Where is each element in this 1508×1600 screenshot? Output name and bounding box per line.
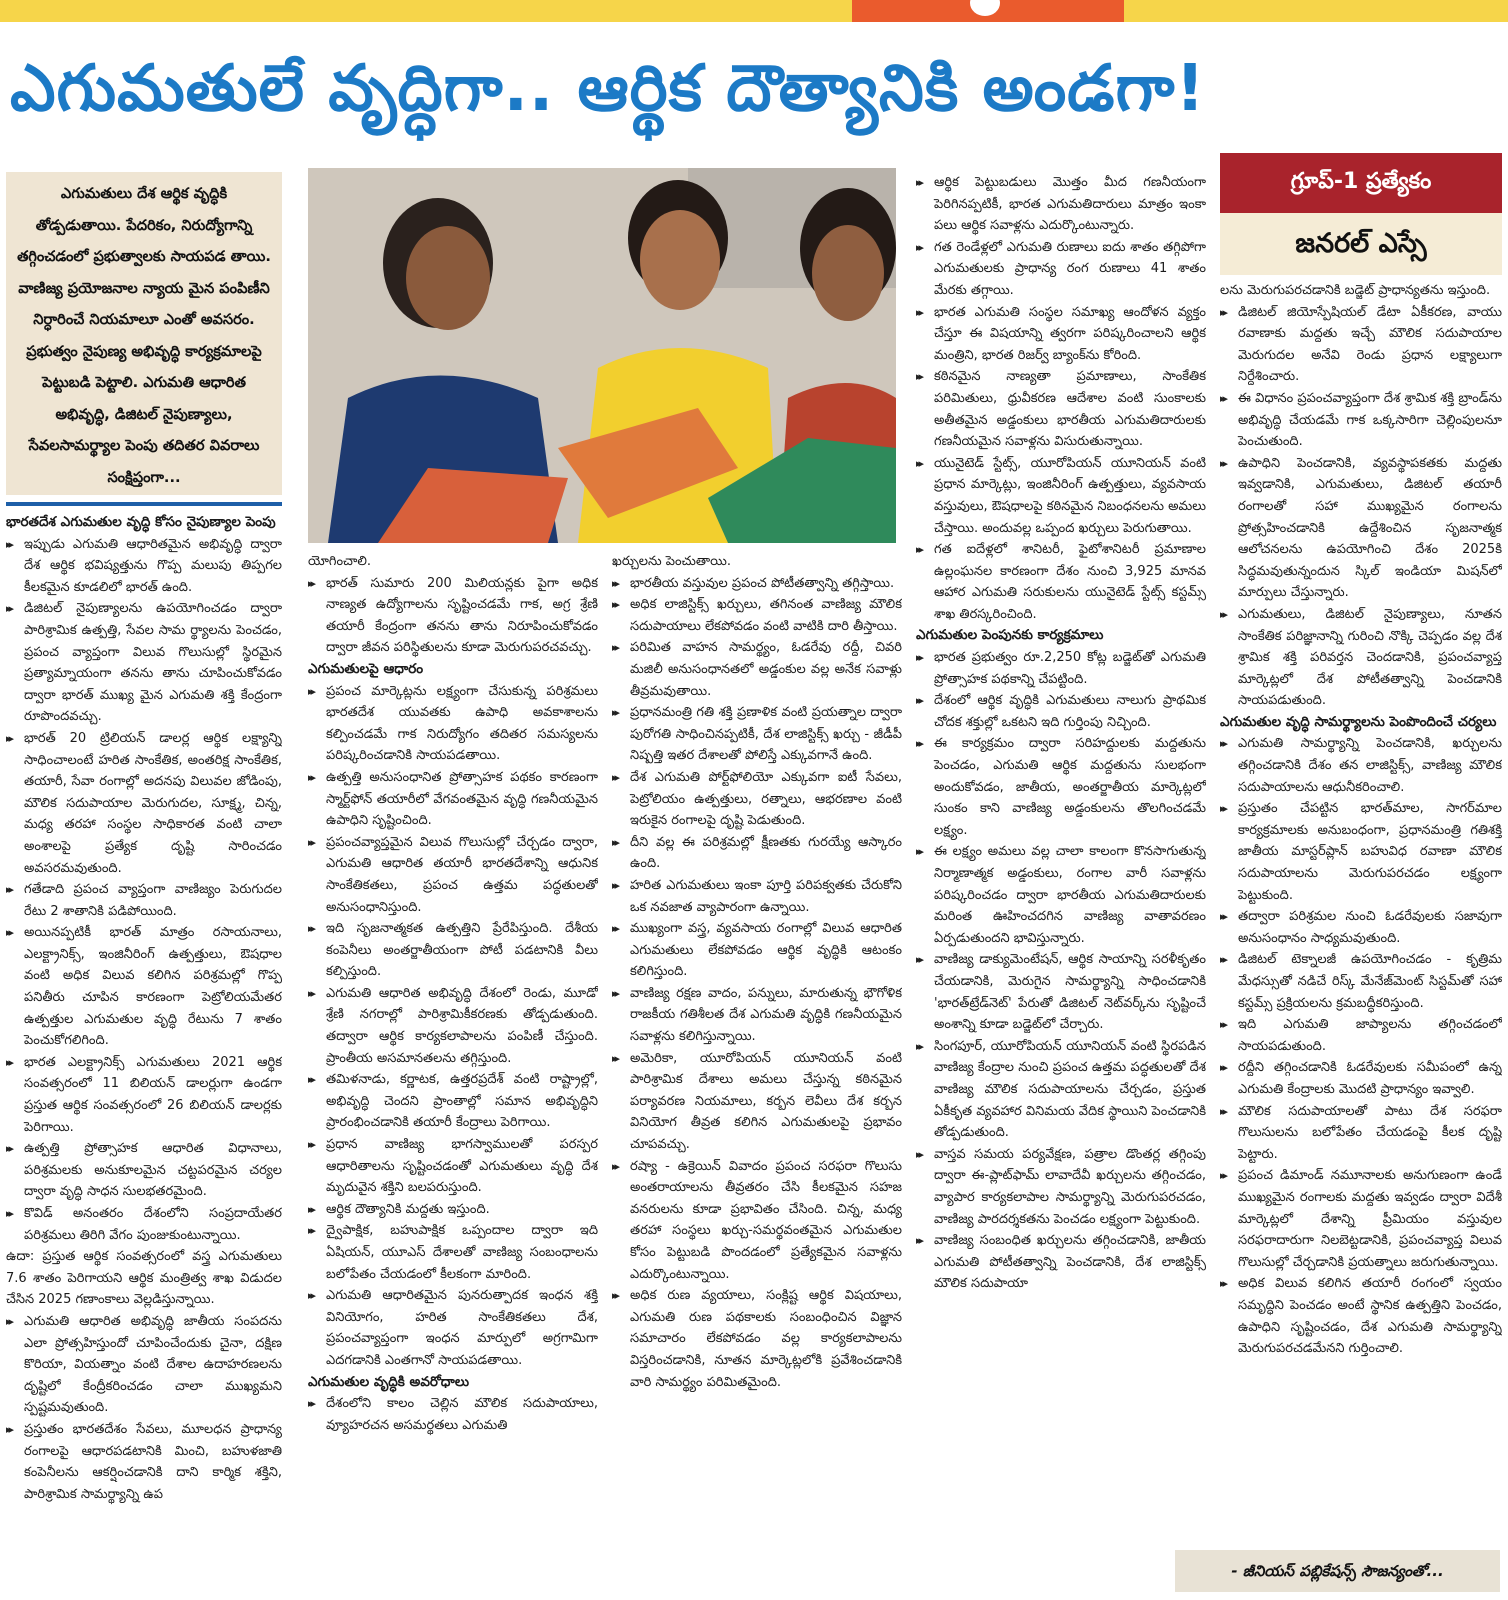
article-paragraph: ▸▸ ఎగుమతి సామర్థ్యాన్ని పెంచడానికి, ఖర్చులను తగ్గించడానికి దేశం తన లాజిస్టిక్స్‌, వాణిజ్య మౌలిక సదుపాయాలను ఆధునీకరించాలి. [1220, 733, 1502, 798]
article-paragraph: ▸▸ వాణిజ్య డాక్యుమెంటేషన్‌, ఆర్థిక సాయాన్ని సరళీకృతం చేయడానికి, మెరుగైన సామర్థ్యాన్ని సాధించడానికి 'భారత్‌ట్రేడ్‌నెట్‌' పేరుతో డిజిటల్‌ నెట్‌వర్క్‌ను సృష్టించే అంశాన్ని కూడా బడ్జెట్‌లో చేర్చారు. [916, 949, 1206, 1035]
article-paragraph: ▸▸ ప్రస్తుతం చేపట్టిన భారత్‌మాల, సాగర్‌మాల కార్యక్రమాలకు అనుబంధంగా, ప్రధానమంత్రి గతిశక్తి జాతీయ మాస్టర్‌ప్లాన్‌ బహువిధ రవాణా మౌలిక సదుపాయాలను మెరుగుపరచడం లక్ష్యంగా పెట్టుకుంది. [1220, 798, 1502, 906]
article-paragraph: ▸▸ దీని వల్ల ఈ పరిశ్రమల్లో క్షీణతకు గురయ్యే ఆస్కారం ఉంది. [612, 832, 902, 875]
intro-summary-box: ఎగుమతులు దేశ ఆర్థిక వృద్ధికి తోడ్పడుతాయి. పేదరికం, నిరుద్యోగాన్ని తగ్గించడంలో ప్రభుత్వాలకు సాయపడ తాయి. వాణిజ్య ప్రయోజనాల న్యాయ మైన పంపిణీని నిర్ధారించే నియమాలూ ఎంతో అవసరం. ప్రభుత్వం నైపుణ్య అభివృద్ధి కార్యక్రమాలపై పెట్టుబడి పెట్టాలి. ఎగుమతి ఆధారిత అభివృద్ధి, డిజిటల్‌ నైపుణ్యాలు, సేవలసామర్థ్యాల పెంపు తదితర వివరాలు సంక్షిప్తంగా... [6, 172, 282, 495]
article-paragraph: ▸▸ ప్రధాన వాణిజ్య భాగస్వాములతో పరస్పర ఆధారితాలను సృష్టించడంతో ఎగుమతులు వృద్ధి దేశ మృదువైన శక్తిని బలపరుస్తుంది. [308, 1134, 598, 1199]
article-paragraph: ▸▸ ఆర్థిక పెట్టుబడులు మొత్తం మీద గణనీయంగా పెరిగినప్పటికీ, భారత ఎగుమతిదారులు మాత్రం ఇంకా పలు ఆర్థిక సవాళ్లను ఎదుర్కొంటున్నారు. [916, 172, 1206, 237]
section-subheading: ఎగుమతులపై ఆధారం [308, 660, 424, 677]
article-paragraph: ▸▸ వాస్తవ సమయ పర్యవేక్షణ, పత్రాల డొంతర్ల తగ్గింపు ద్వారా ఈ-ప్లాట్‌ఫామ్‌ లావాదేవీ ఖర్చులను తగ్గించడం, వ్యాపార కార్యకలాపాల సామర్థ్యాన్ని మెరుగుపరచడం, వాణిజ్య పారదర్శకతను పెంచడం లక్ష్యంగా పెట్టుకుంది. [916, 1144, 1206, 1230]
article-paragraph: ▸▸ భారతీయ వస్తువుల ప్రపంచ పోటీతత్వాన్ని తగ్గిస్తాయి. [612, 573, 902, 595]
page-headline: ఎగుమతులే వృద్ధిగా.. ఆర్థిక దౌత్యానికి అండగా! [10, 52, 1206, 126]
article-paragraph: ▸▸ ఇది ఎగుమతి జాప్యాలను తగ్గించడంలో సాయపడుతుంది. [1220, 1014, 1502, 1057]
article-paragraph: ▸▸ పరిమిత వాహన సామర్థ్యం, ఓడరేవు రద్దీ, చివరి మజిలీ అనుసంధానతలో అడ్డంకుల వల్ల అనేక సవాళ్లు తీవ్రమవుతాయి. [612, 637, 902, 702]
article-paragraph: ▸▸ ఎగుమతి ఆధారిత అభివృద్ధి జాతీయ సంపదను ఎలా ప్రోత్సహిస్తుందో చూపించేందుకు చైనా, దక్షిణ కొరియా, వియత్నాం వంటి దేశాల ఉదాహరణలను దృష్టిలో కేంద్రీకరించడం చాలా ముఖ్యమని స్పష్టమవుతుంది. [6, 1311, 282, 1419]
article-paragraph: ▸▸ అయినప్పటికీ భారత్‌ మాత్రం రసాయనాలు, ఎలక్ట్రానిక్స్‌, ఇంజినీరింగ్‌ ఉత్పత్తులు, ఔషధాల వంటి అధిక విలువ కలిగిన పరిశ్రమల్లో గొప్ప పనితీరు చూపిన కారణంగా పెట్రోలియమేతర ఉత్పత్తుల ఎగుమతుల వృద్ధి రేటును 7 శాతం పెంచుకోగలిగింది. [6, 922, 282, 1052]
article-paragraph: ఉదా: ప్రస్తుత ఆర్థిక సంవత్సరంలో వస్త్ర ఎగుమతులు 7.6 శాతం పెరిగాయని ఆర్థిక మంత్రిత్వ శాఖ విడుదల చేసిన 2025 గణాంకాలు వెల్లడిస్తున్నాయి. [6, 1249, 282, 1308]
article-paragraph: ▸▸ భారత ఎగుమతి సంస్థల సమాఖ్య ఆందోళన వ్యక్తం చేస్తూ ఈ విషయాన్ని త్వరగా పరిష్కరించాలని ఆర్థిక మంత్రిని, భారత రిజర్వ్‌ బ్యాంక్‌ను కోరింది. [916, 302, 1206, 367]
article-paragraph: ▸▸ ప్రపంచ మార్కెట్లను లక్ష్యంగా చేసుకున్న పరిశ్రమలు భారతదేశ యువతకు ఉపాధి అవకాశాలను కల్పించడమే గాక నిరుద్యోగం తదితర సమస్యలను పరిష్కరించడానికి సాయపడతాయి. [308, 681, 598, 767]
article-paragraph: ▸▸ దేశంలోని కాలం చెల్లిన మౌలిక సదుపాయాలు, వ్యూహరచన అసమర్థతలు ఎగుమతి [308, 1393, 598, 1436]
article-paragraph: ▸▸ ద్వైపాక్షిక, బహుపాక్షిక ఒప్పందాల ద్వారా ఇది ఏషియన్‌, యూఎస్‌ దేశాలతో వాణిజ్య సంబంధాలను బలోపేతం చేయడంలో కీలకంగా మారింది. [308, 1220, 598, 1285]
article-paragraph: ▸▸ కొవిడ్‌ అనంతరం దేశంలోని సంప్రదాయేతర పరిశ్రమలు తిరిగి వేగం పుంజుకుంటున్నాయి. [6, 1203, 282, 1246]
photo-illustration [308, 168, 896, 543]
article-paragraph: ▸▸ డిజిటల్‌ టెక్నాలజీ ఉపయోగించడం - కృత్రిమ మేధస్సుతో నడిచే రిస్క్‌ మేనేజ్‌మెంట్‌ సిస్టమ్‌తో సహా కస్టమ్స్‌ ప్రక్రియలను క్రమబద్ధీకరిస్తుంది. [1220, 949, 1502, 1014]
students-studying-photo [308, 168, 896, 543]
article-paragraph: ▸▸ రష్యా - ఉక్రెయిన్‌ వివాదం ప్రపంచ సరఫరా గొలుసు అంతరాయాలను తీవ్రతరం చేసి కీలకమైన సహజ వనరులను కూడా ప్రభావితం చేసింది. చిన్న, మధ్య తరహా సంస్థలు ఖర్చు-సమర్థవంతమైన ఎగుమతుల కోసం పెట్టుబడి పొందడంలో ప్రత్యేకమైన సవాళ్లను ఎదుర్కొంటున్నాయి. [612, 1156, 902, 1286]
article-paragraph: ▸▸ మౌలిక సదుపాయాలతో పాటు దేశ సరఫరా గొలుసులను బలోపేతం చేయడంపై కీలక దృష్టి పెట్టారు. [1220, 1101, 1502, 1166]
article-column-1 [6, 512, 282, 1592]
article-paragraph: ▸▸ భారత ఎలక్ట్రానిక్స్‌ ఎగుమతులు 2021 ఆర్థిక సంవత్సరంలో 11 బిలియన్‌ డాలర్లుగా ఉండగా ప్రస్తుత ఆర్థిక సంవత్సరంలో 26 బిలియన్‌ డాలర్లకు పెరిగాయి. [6, 1052, 282, 1138]
section-subheading: ఎగుమతుల వృద్ధికి అవరోధాలు [308, 1373, 470, 1390]
article-paragraph: ▸▸ గత రెండేళ్లలో ఎగుమతి రుణాలు ఐదు శాతం తగ్గిపోగా ఎగుమతులకు ప్రాధాన్య రంగ రుణాలు 41 శాతం మేరకు తగ్గాయి. [916, 237, 1206, 302]
article-paragraph: ▸▸ ఎగుమతి ఆధారితమైన పునరుత్పాదక ఇంధన శక్తి వినియోగం, హరిత సాంకేతికతలు దేశ, ప్రపంచవ్యాప్తంగా ఇంధన మార్పులో అగ్రగామిగా ఎదగడానికి ఎంతగానో సాయపడతాయి. [308, 1285, 598, 1371]
article-paragraph: ▸▸ ప్రధానమంత్రి గతి శక్తి ప్రణాళిక వంటి ప్రయత్నాల ద్వారా పురోగతి సాధించినప్పటికీ, దేశ లాజిస్టిక్స్‌ ఖర్చు - జీడీపీ నిష్పత్తి ఇతర దేశాలతో పోలిస్తే ఎక్కువగానే ఉంది. [612, 702, 902, 767]
article-paragraph: ▸▸ భారత్‌ 20 ట్రిలియన్‌ డాలర్ల ఆర్థిక లక్ష్యాన్ని సాధించాలంటే హరిత సాంకేతిక, అంతరిక్ష సాంకేతిక, తయారీ, సేవా రంగాల్లో అదనపు విలువల జోడింపు, మౌలిక సదుపాయాల మెరుగుదల, సూక్ష్మ, చిన్న, మధ్య తరహా సంస్థల సాధికారత వంటి చాలా అంశాలపై ప్రత్యేక దృష్టి సారించడం అవసరమవుతుంది. [6, 728, 282, 879]
article-paragraph: ▸▸ యునైటెడ్‌ స్టేట్స్‌, యూరోపియన్‌ యూనియన్‌ వంటి ప్రధాన మార్కెట్లు, ఇంజినీరింగ్‌ ఉత్పత్తులు, వ్యవసాయ వస్తువులు, ఔషధాలపై కఠినమైన నిబంధనలను అమలు చేస్తాయి. అందువల్ల ఒప్పంద ఖర్చులు పెరుగుతాయి. [916, 453, 1206, 539]
article-paragraph: ▸▸ అమెరికా, యూరోపియన్‌ యూనియన్‌ వంటి పారిశ్రామిక దేశాలు అమలు చేస్తున్న కఠినమైన పర్యావరణ నియమాలు, కర్బన లెవీలు దేశ కర్బన వినియోగ తీవ్రత కలిగిన ఎగుమతులపై ప్రభావం చూపవచ్చు. [612, 1048, 902, 1156]
article-paragraph: ▸▸ తమిళనాడు, కర్ణాటక, ఉత్తరప్రదేశ్‌ వంటి రాష్ట్రాల్లో, అభివృద్ధి చెందని ప్రాంతాల్లో సమాన అభివృద్ధిని ప్రారంభించడానికి తయారీ కేంద్రాలు పెరిగాయి. [308, 1069, 598, 1134]
article-paragraph: ▸▸ ఎగుమతులు, డిజిటల్‌ నైపుణ్యాలు, నూతన సాంకేతిక పరిజ్ఞానాన్ని గురించి నొక్కి చెప్పడం వల్ల దేశ శ్రామిక శక్తి పరివర్తన చెందడానికి, ప్రపంచవ్యాప్త మార్కెట్లలో దేశ పోటీతత్వాన్ని పెంచడానికి సాయపడుతుంది. [1220, 604, 1502, 712]
article-paragraph: ▸▸ ప్రపంచవ్యాప్తమైన విలువ గొలుసుల్లో చేర్చడం ద్వారా, ఎగుమతి ఆధారిత తయారీ భారతదేశాన్ని ఆధునిక సాంకేతికతలు, ప్రపంచ ఉత్తమ పద్ధతులతో అనుసంధానిస్తుంది. [308, 832, 598, 918]
article-paragraph: ▸▸ వాణిజ్య సంబంధిత ఖర్చులను తగ్గించడానికి, జాతీయ ఎగుమతి పోటీతత్వాన్ని పెంచడానికి, దేశ లాజిస్టిక్స్‌ మౌలిక సదుపాయా [916, 1230, 1206, 1295]
article-paragraph: ▸▸ సింగపూర్‌, యూరోపియన్‌ యూనియన్‌ వంటి స్థిరపడిన వాణిజ్య కేంద్రాల నుంచి ప్రపంచ ఉత్తమ పద్ధతులతో దేశ వాణిజ్య మౌలిక సదుపాయాలను చేర్చడం, ప్రస్తుత ఏకీకృత వ్యవహార వినిమయ వేదిక స్థాయిని పెంచడానికి తోడ్పడుతుంది. [916, 1036, 1206, 1144]
article-paragraph: ▸▸ ఉత్పత్తి ప్రోత్సాహక ఆధారిత విధానాలు, పరిశ్రమలకు అనుకూలమైన చట్టపరమైన చర్యల ద్వారా వృద్ధి సాధన సులభతరమైంది. [6, 1138, 282, 1203]
article-paragraph: ▸▸ ఎగుమతి ఆధారిత అభివృద్ధి దేశంలో రెండు, మూడో శ్రేణి నగరాల్లో పారిశ్రామికీకరణకు తోడ్పడుతుంది. తద్వారా ఆర్థిక కార్యకలాపాలను పంపిణీ చేస్తుంది. ప్రాంతీయ అసమానతలను తగ్గిస్తుంది. [308, 983, 598, 1069]
article-paragraph: ▸▸ ముఖ్యంగా వస్త్ర, వ్యవసాయ రంగాల్లో విలువ ఆధారిత ఎగుమతులు లేకపోవడం ఆర్థిక వృద్ధికి ఆటంకం కలిగిస్తుంది. [612, 918, 902, 983]
group1-special-badge: గ్రూప్‌-1 ప్రత్యేకం [1220, 153, 1502, 213]
article-paragraph: ఖర్చులను పెంచుతాయి. [612, 554, 731, 569]
top-color-bar [0, 0, 1508, 22]
article-paragraph: ▸▸ భారత ప్రభుత్వం రూ.2,250 కోట్ల బడ్జెట్‌తో ఎగుమతి ప్రోత్సాహక పథకాన్ని చేపట్టింది. [916, 647, 1206, 690]
article-paragraph: ▸▸ తద్వారా పరిశ్రమల నుంచి ఓడరేవులకు సజావుగా అనుసంధానం సాధ్యమవుతుంది. [1220, 906, 1502, 949]
section-subheading: భారతదేశ ఎగుమతుల వృద్ధి కోసం నైపుణ్యాల పెంపు [6, 514, 276, 530]
article-paragraph: ▸▸ ప్రపంచ డిమాండ్‌ నమూనాలకు అనుగుణంగా ఉండే ముఖ్యమైన రంగాలకు మద్దతు ఇవ్వడం ద్వారా విదేశీ మార్కెట్లలో దేశాన్ని ప్రీమియం వస్తువుల సరఫరాదారుగా నిలబెట్టడానికి, ప్రపంచవ్యాప్త విలువ గొలుసుల్లో చేర్చడానికి ప్రయత్నాలు జరుగుతున్నాయి. [1220, 1165, 1502, 1273]
article-paragraph: యోగించాలి. [308, 554, 372, 569]
section-subheading: ఎగుమతుల వృద్ధి సామర్థ్యాలను పెంపొందించే చర్యలు [1220, 713, 1497, 730]
article-paragraph: ▸▸ డిజిటల్‌ జియోస్పేషియల్‌ డేటా ఏకీకరణ, వాయు రవాణాకు మద్దతు ఇచ్చే మౌలిక సదుపాయాల మెరుగుదల అనేవి రెండు ప్రధాన లక్ష్యాలుగా నిర్దేశించారు. [1220, 302, 1502, 388]
article-paragraph: ▸▸ దేశంలో ఆర్థిక వృద్ధికి ఎగుమతులు నాలుగు ప్రాథమిక చోదక శక్తుల్లో ఒకటని ఇది గుర్తింపు నిచ్చింది. [916, 690, 1206, 733]
article-paragraph: ▸▸ కఠినమైన నాణ్యతా ప్రమాణాలు, సాంకేతిక పరిమితులు, ధ్రువీకరణ ఆదేశాల వంటి సుంకాలకు అతీతమైన అడ్డంకులు భారతీయ ఎగుమతిదారులకు గణనీయమైన సవాళ్లను విసురుతున్నాయి. [916, 366, 1206, 452]
article-column-2 [308, 551, 598, 1591]
article-paragraph: ▸▸ ఇది సృజనాత్మకత ఉత్పత్తిని ప్రేరేపిస్తుంది. దేశీయ కంపెనీలు అంతర్జాతీయంగా పోటీ పడటానికి వీలు కల్పిస్తుంది. [308, 918, 598, 983]
article-paragraph: ▸▸ ఆర్థిక దౌత్యానికి మద్దతు ఇస్తుంది. [308, 1199, 598, 1221]
article-paragraph: ▸▸ భారత్‌ సుమారు 200 మిలియన్లకు పైగా అధిక నాణ్యత ఉద్యోగాలను సృష్టించడమే గాక, అగ్ర శ్రేణి తయారీ కేంద్రంగా తనను తాను నిరూపించుకోవడం ద్వారా జీవన పరిస్థితులను కూడా మెరుగుపరచవచ్చు. [308, 573, 598, 659]
article-paragraph: ▸▸ ప్రస్తుతం భారతదేశం సేవలు, మూలధన ప్రాధాన్య రంగాలపై ఆధారపడటానికి మించి, బహుళజాతి కంపెనీలను ఆకర్షించడానికి దాని కార్మిక శక్తిని, పారిశ్రామిక సామర్థ్యాన్ని ఉప [6, 1419, 282, 1505]
general-essay-label: జనరల్‌ ఎస్సే [1220, 213, 1502, 275]
article-paragraph: ▸▸ వాణిజ్య రక్షణ వాదం, పన్నులు, మారుతున్న భౌగోళిక రాజకీయ గతిశీలత దేశ ఎగుమతి వృద్ధికి గణనీయమైన సవాళ్లను కలిగిస్తున్నాయి. [612, 983, 902, 1048]
article-paragraph: లను మెరుగుపరచడానికి బడ్జెట్‌ ప్రాధాన్యతను ఇస్తుంది. [1220, 283, 1491, 298]
article-paragraph: ▸▸ ఈ విధానం ప్రపంచవ్యాప్తంగా దేశ శ్రామిక శక్తి బ్రాండ్‌ను అభివృద్ధి చేయడమే గాక ఒక్కసారిగా చెల్లింపులనూ పెంచుతుంది. [1220, 388, 1502, 453]
article-paragraph: ▸▸ ఈ లక్ష్యం అమలు వల్ల చాలా కాలంగా కొనసాగుతున్న నిర్మాణాత్మక అడ్డంకులు, రంగాల వారీ సవాళ్లను పరిష్కరించడం ద్వారా భారతీయ ఎగుమతిదారులకు మరింత ఊహించదగిన వాణిజ్య వాతావరణం ఏర్పడుతుందని భావిస్తున్నారు. [916, 841, 1206, 949]
article-paragraph: ▸▸ ఈ కార్యక్రమం ద్వారా సరిహద్దులకు మద్దతును పెంచడం, ఎగుమతి ఆర్థిక మద్దతును సులభంగా అందుకోవడం, జాతీయ, అంతర్జాతీయ మార్కెట్లలో సుంకం కాని వాణిజ్య అడ్డంకులను తొలగించడమే లక్ష్యం. [916, 733, 1206, 841]
article-paragraph: ▸▸ ఇప్పుడు ఎగుమతి ఆధారితమైన అభివృద్ధి ద్వారా దేశ ఆర్థిక భవిష్యత్తును గొప్ప మలుపు తిప్పగల కీలకమైన కూడలిలో భారత్‌ ఉంది. [6, 534, 282, 599]
article-paragraph: ▸▸ దేశ ఎగుమతి పోర్ట్‌ఫోలియో ఎక్కువగా ఐటీ సేవలు, పెట్రోలియం ఉత్పత్తులు, రత్నాలు, ఆభరణాల వంటి ఇరుకైన రంగాలపై దృష్టి పెడుతుంది. [612, 767, 902, 832]
article-column-3 [612, 551, 902, 1591]
article-paragraph: ▸▸ అధిక లాజిస్టిక్స్‌ ఖర్చులు, తగినంత వాణిజ్య మౌలిక సదుపాయాలు లేకపోవడం వంటి వాటికి దారి తీస్తాయి. [612, 594, 902, 637]
intro-divider [6, 502, 282, 506]
article-paragraph: ▸▸ హరిత ఎగుమతులు ఇంకా పూర్తి పరిపక్వతకు చేరుకోని ఒక నవజాత వ్యాపారంగా ఉన్నాయి. [612, 875, 902, 918]
article-paragraph: ▸▸ రద్దీని తగ్గించడానికి ఓడరేవులకు సమీపంలో ఉన్న ఎగుమతి కేంద్రాలకు మొదటి ప్రాధాన్యం ఇవ్వాలి. [1220, 1057, 1502, 1100]
article-column-4 [916, 172, 1206, 1592]
publisher-credit: - జీనియస్‌ పబ్లికేషన్స్‌ సౌజన్యంతో... [1175, 1550, 1500, 1592]
article-paragraph: ▸▸ అధిక రుణ వ్యయాలు, సంక్లిష్ట ఆర్థిక విషయాలు, ఎగుమతి రుణ పథకాలకు సంబంధించిన విజ్ఞాన సమాచారం లేకపోవడం వల్ల కార్యకలాపాలను విస్తరించడానికి, నూతన మార్కెట్లలోకి ప్రవేశించడానికి వారి సామర్థ్యం పరిమితమైంది. [612, 1285, 902, 1393]
article-paragraph: ▸▸ డిజిటల్‌ నైపుణ్యాలను ఉపయోగించడం ద్వారా పారిశ్రామిక ఉత్పత్తి, సేవల సామ ర్థ్యాలను పెంచడం, ప్రపంచ వ్యాప్తంగా విలువ గొలుసుల్లో స్థిరమైన ప్రత్యామ్నాయంగా తనను తాను చూపించుకోవడం ద్వారా భారత్‌ ముఖ్య మైన ఎగుమతి శక్తి కేంద్రంగా రూపొందవచ్చు. [6, 598, 282, 728]
article-column-5 [1220, 280, 1502, 1540]
article-paragraph: ▸▸ ఉత్పత్తి అనుసంధానిత ప్రోత్సాహక పథకం కారణంగా స్మార్ట్‌ఫోన్‌ తయారీలో వేగవంతమైన వృద్ధి గణనీయమైన ఉపాధిని సృష్టించింది. [308, 767, 598, 832]
article-paragraph: ▸▸ ఉపాధిని పెంచడానికి, వ్యవస్థాపకతకు మద్దతు ఇవ్వడానికి, ఎగుమతులు, డిజిటల్‌ తయారీ రంగాలతో సహా ముఖ్యమైన రంగాలను ప్రోత్సహించడానికి ఉద్దేశించిన సృజనాత్మక ఆలోచనలను ఉపయోగించి దేశం 2025కి సిద్ధమవుతున్నందున స్కిల్‌ ఇండియా మిషన్‌లో మార్పులు చేస్తున్నారు. [1220, 453, 1502, 604]
article-paragraph: ▸▸ గతేడాది ప్రపంచ వ్యాప్తంగా వాణిజ్యం పెరుగుదల రేటు 2 శాతానికి పడిపోయింది. [6, 879, 282, 922]
article-paragraph: ▸▸ అధిక విలువ కలిగిన తయారీ రంగంలో స్వయం సమృద్ధిని పెంచడం అంటే స్థానిక ఉత్పత్తిని పెంచడం, ఉపాధిని సృష్టించడం, దేశ ఎగుమతి సామర్థ్యాన్ని మెరుగుపరచడమేనని గుర్తించాలి. [1220, 1273, 1502, 1359]
article-paragraph: ▸▸ గత ఐదేళ్లలో శానిటరీ, ఫైటోశానిటరీ ప్రమాణాల ఉల్లంఘనల కారణంగా దేశం నుంచి 3,925 మానవ ఆహార ఎగుమతి సరుకులను యునైటెడ్‌ స్టేట్స్‌ కస్టమ్స్‌ శాఖ తిరస్కరించింది. [916, 539, 1206, 625]
section-subheading: ఎగుమతుల పెంపునకు కార్యక్రమాలు [916, 627, 1104, 644]
